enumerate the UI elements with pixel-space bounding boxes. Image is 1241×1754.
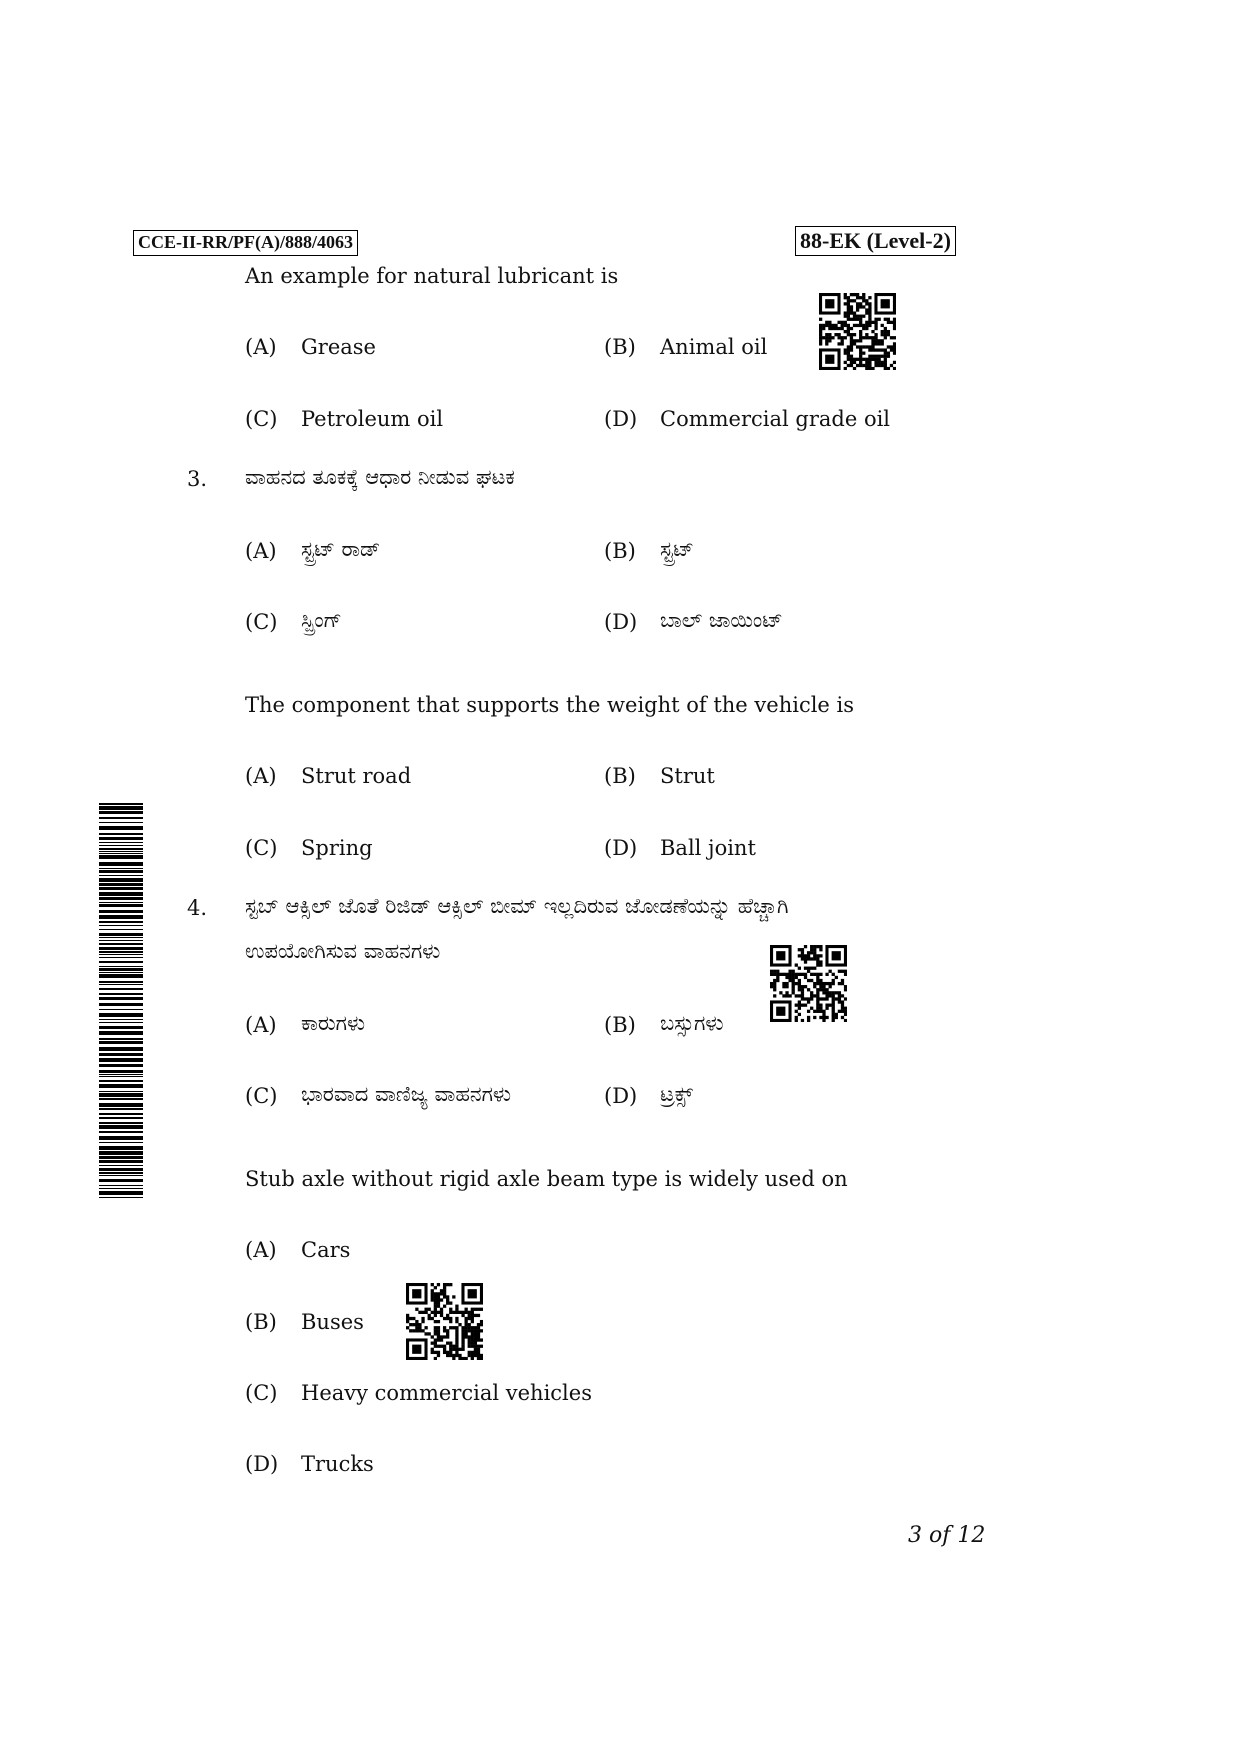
option-b: Animal oil xyxy=(660,335,768,359)
qr-code xyxy=(406,1283,483,1360)
option-a: Grease xyxy=(301,335,376,359)
option-d-kannada: ಟ್ರಕ್ಸ್ xyxy=(660,1082,693,1106)
option-label-c: (C) xyxy=(245,610,278,634)
qr-code xyxy=(819,293,896,370)
option-c: Petroleum oil xyxy=(301,407,444,431)
option-d: Commercial grade oil xyxy=(660,407,891,431)
option-label-a: (A) xyxy=(245,335,277,359)
option-b-kannada: ಸ್ಟ್ರಟ್ xyxy=(660,537,694,561)
option-b: Strut xyxy=(660,764,715,788)
option-label-d: (D) xyxy=(245,1452,279,1476)
question-paper-code: CCE-II-RR/PF(A)/888/4063 xyxy=(133,230,358,256)
page-number: 3 of 12 xyxy=(908,1523,986,1548)
option-label-c: (C) xyxy=(245,1381,278,1405)
option-label-d: (D) xyxy=(604,407,638,431)
option-label-d: (D) xyxy=(604,1084,638,1108)
option-a: Cars xyxy=(301,1238,351,1262)
option-label-b: (B) xyxy=(604,539,636,563)
question-text-kannada: ವಾಹನದ ತೂಕಕ್ಕೆ ಆಧಾರ ನೀಡುವ ಘಟಕ xyxy=(245,465,515,489)
option-c: Heavy commercial vehicles xyxy=(301,1381,592,1405)
question-text-kannada-line2: ಉಪಯೋಗಿಸುವ ವಾಹನಗಳು xyxy=(245,939,441,963)
option-label-a: (A) xyxy=(245,539,277,563)
option-label-d: (D) xyxy=(604,836,638,860)
option-label-a: (A) xyxy=(245,1013,277,1037)
option-label-a: (A) xyxy=(245,764,277,788)
question-text: Stub axle without rigid axle beam type is widely used on xyxy=(245,1167,848,1191)
question-number: 3. xyxy=(187,467,208,491)
question-text: An example for natural lubricant is xyxy=(245,264,619,288)
option-label-b: (B) xyxy=(604,335,636,359)
option-a-kannada: ಸ್ಟ್ರಟ್ ರಾಡ್ xyxy=(301,537,381,561)
qr-code xyxy=(770,945,847,1022)
option-label-b: (B) xyxy=(604,764,636,788)
option-label-a: (A) xyxy=(245,1238,277,1262)
paper-level-badge: 88-EK (Level-2) xyxy=(795,226,956,256)
question-text: The component that supports the weight of the vehicle is xyxy=(245,693,855,717)
option-c-kannada: ಭಾರವಾದ ವಾಣಿಜ್ಯ ವಾಹನಗಳು xyxy=(301,1082,512,1106)
option-d-kannada: ಬಾಲ್ ಜಾಯಿಂಟ್ xyxy=(660,608,783,632)
option-label-b: (B) xyxy=(245,1310,277,1334)
option-label-b: (B) xyxy=(604,1013,636,1037)
barcode xyxy=(99,803,143,1198)
option-a: Strut road xyxy=(301,764,412,788)
option-d: Ball joint xyxy=(660,836,756,860)
option-b: Buses xyxy=(301,1310,364,1334)
option-a-kannada: ಕಾರುಗಳು xyxy=(301,1011,366,1035)
question-text-kannada-line1: ಸ್ಟಬ್ ಆಕ್ಸಿಲ್ ಜೊತೆ ರಿಜಿಡ್ ಆಕ್ಸಿಲ್ ಬೀಮ್ ಇಲ್ಲದಿರುವ ಜೋಡಣೆಯನ್ನು ಹೆಚ್ಚಾಗಿ xyxy=(245,894,789,918)
option-label-c: (C) xyxy=(245,407,278,431)
option-c: Spring xyxy=(301,836,373,860)
option-c-kannada: ಸ್ಪ್ರಿಂಗ್ xyxy=(301,608,342,632)
option-b-kannada: ಬಸ್ಸುಗಳು xyxy=(660,1011,724,1035)
option-label-d: (D) xyxy=(604,610,638,634)
option-label-c: (C) xyxy=(245,1084,278,1108)
option-label-c: (C) xyxy=(245,836,278,860)
option-d: Trucks xyxy=(301,1452,374,1476)
question-number: 4. xyxy=(187,896,208,920)
